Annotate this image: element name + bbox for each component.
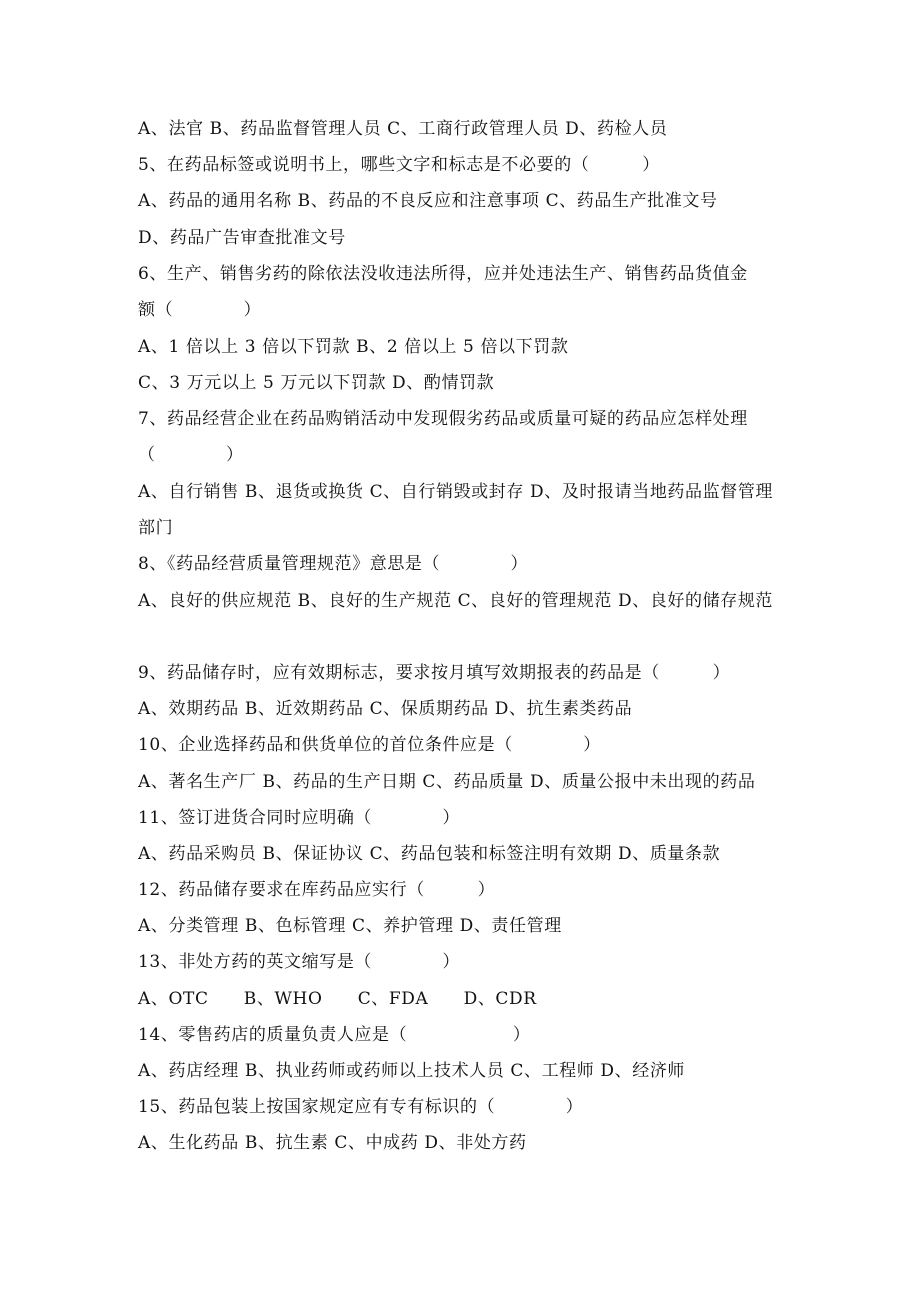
question-12: 12、药品储存要求在库药品应实行（ ） bbox=[138, 880, 496, 900]
answer-options-q7-line1: A、自行销售 B、退货或换货 C、自行销毁或封存 D、及时报请当地药品监督管理 bbox=[138, 482, 774, 502]
question-6-line2: 额（ ） bbox=[138, 300, 262, 320]
question-5: 5、在药品标签或说明书上，哪些文字和标志是不必要的（ ） bbox=[138, 155, 660, 175]
answer-options-q8: A、良好的供应规范 B、良好的生产规范 C、良好的管理规范 D、良好的储存规范 bbox=[138, 591, 774, 611]
answer-options-q5-line1: A、药品的通用名称 B、药品的不良反应和注意事项 C、药品生产批准文号 bbox=[138, 191, 718, 211]
answer-options-q6-line1: A、1 倍以上 3 倍以下罚款 B、2 倍以上 5 倍以下罚款 bbox=[138, 337, 569, 357]
question-9: 9、药品储存时，应有效期标志，要求按月填写效期报表的药品是（ ） bbox=[138, 663, 731, 683]
answer-options-q4: A、法官 B、药品监督管理人员 C、工商行政管理人员 D、药检人员 bbox=[138, 119, 668, 139]
answer-options-q14: A、药店经理 B、执业药师或药师以上技术人员 C、工程师 D、经济师 bbox=[138, 1061, 686, 1081]
question-11: 11、签订进货合同时应明确（ ） bbox=[138, 808, 461, 828]
answer-options-q12: A、分类管理 B、色标管理 C、养护管理 D、责任管理 bbox=[138, 916, 562, 936]
question-7-line2: （ ） bbox=[138, 445, 244, 465]
answer-options-q5-line2: D、药品广告审查批准文号 bbox=[138, 228, 346, 248]
question-10: 10、企业选择药品和供货单位的首位条件应是（ ） bbox=[138, 735, 601, 755]
question-6-line1: 6、生产、销售劣药的除依法没收违法所得，应并处违法生产、销售药品货值金 bbox=[138, 264, 748, 284]
answer-options-q9: A、效期药品 B、近效期药品 C、保质期药品 D、抗生素类药品 bbox=[138, 699, 633, 719]
answer-options-q13: A、OTC B、WHO C、FDA D、CDR bbox=[138, 989, 537, 1009]
answer-options-q11: A、药品采购员 B、保证协议 C、药品包装和标签注明有效期 D、质量条款 bbox=[138, 844, 721, 864]
answer-options-q6-line2: C、3 万元以上 5 万元以下罚款 D、酌情罚款 bbox=[138, 373, 495, 393]
question-14: 14、零售药店的质量负责人应是（ ） bbox=[138, 1025, 531, 1045]
answer-options-q7-line2: 部门 bbox=[138, 518, 174, 538]
answer-options-q15: A、生化药品 B、抗生素 C、中成药 D、非处方药 bbox=[138, 1133, 527, 1153]
answer-options-q10: A、著名生产厂 B、药品的生产日期 C、药品质量 D、质量公报中未出现的药品 bbox=[138, 772, 756, 792]
question-13: 13、非处方药的英文缩写是（ ） bbox=[138, 952, 461, 972]
question-15: 15、药品包装上按国家规定应有专有标识的（ ） bbox=[138, 1097, 584, 1117]
question-7-line1: 7、药品经营企业在药品购销活动中发现假劣药品或质量可疑的药品应怎样处理 bbox=[138, 409, 748, 429]
question-8: 8、《药品经营质量管理规范》意思是（ ） bbox=[138, 554, 529, 574]
